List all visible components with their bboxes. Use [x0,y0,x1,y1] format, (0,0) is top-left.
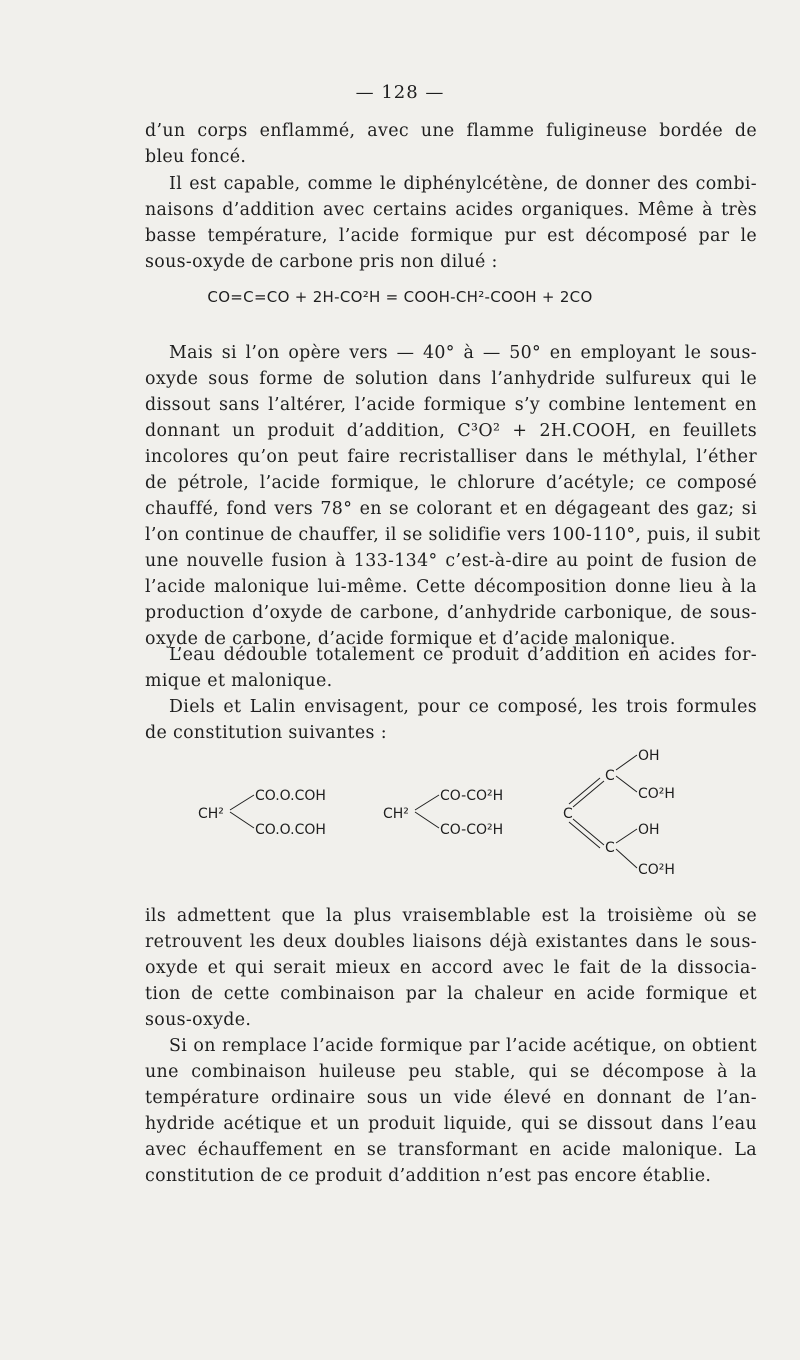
double-bond-line [569,822,600,848]
text-line: naisons d’addition avec certains acides organiques. Même à très [145,200,757,220]
text-line: ils admettent que la plus vraisemblable est la troisième où se [145,906,757,926]
text-line: avec échauffement en se transformant en acide malonique. La [145,1140,757,1160]
formula-3-lower-oh: OH [638,822,660,838]
formula-2 [383,788,503,838]
text-line: de constitution suivantes : [145,723,387,743]
formula-3-lower-c: C [605,840,615,856]
bond-line [230,795,254,810]
text-line: Diels et Lalin envisagent, pour ce composé, les trois formules [169,697,757,717]
text-line: hydride acétique et un produit liquide, qui se dissout dans l’eau [145,1114,757,1134]
bond-line [415,812,439,828]
bond-line [230,812,254,828]
formula-3-center: C [563,806,573,822]
text-line: Mais si l’on opère vers — 40° à — 50° en employant le sous- [169,343,757,363]
text-line: retrouvent les deux doubles liaisons déjà existantes dans le sous- [145,932,757,952]
formula-3-upper-c: C [605,768,615,784]
paragraph-2 [145,171,757,275]
formula-1 [198,788,326,838]
formula-1-center: CH² [198,806,224,822]
reaction-equation: CO=C=CO + 2H-CO²H = COOH-CH²-COOH + 2CO [207,288,593,306]
text-line: incolores qu’on peut faire recristalliser dans le méthylal, l’éther [145,447,757,467]
text-line: d’un corps enflammé, avec une flamme fuligineuse bordée de [145,121,757,141]
text-line: température ordinaire sous un vide élevé en donnant de l’an- [145,1088,757,1108]
text-line: Il est capable, comme le diphénylcétène, de donner des combi- [169,174,757,194]
text-line: une combinaison huileuse peu stable, qui se décompose à la [145,1062,757,1082]
text-line: une nouvelle fusion à 133-134° c’est-à-dire au point de fusion de [145,551,757,571]
paragraph-3 [145,340,761,652]
bond-line [415,795,439,810]
text-line: oxyde et qui serait mieux en accord avec le fait de la dissocia- [145,958,757,978]
formula-3-upper-oh: OH [638,748,660,764]
formula-2-bottom: CO-CO²H [440,822,504,838]
text-line: production d’oxyde de carbone, d’anhydride carbonique, de sous- [145,603,757,623]
formula-2-top: CO-CO²H [440,788,504,804]
text-line: tion de cette combinaison par la chaleur en acide formique et [145,984,757,1004]
formula-1-bottom: CO.O.COH [255,822,326,838]
text-line: L’eau dédouble totalement ce produit d’addition en acides for- [169,645,757,665]
text-line: constitution de ce produit d’addition n’est pas encore établie. [145,1166,712,1186]
bond-line [616,755,637,770]
paragraph-1 [145,118,757,170]
double-bond-line [569,778,600,804]
text-line: l’on continue de chauffer, il se solidifie vers 100-110°, puis, il subit [145,525,761,545]
text-line: oxyde de carbone, d’acide formique et d’acide malonique. [145,629,676,649]
paragraph-4 [145,642,757,694]
paragraph-5 [145,694,757,746]
formula-3-lower-acid: CO²H [638,862,675,878]
formula-2-center: CH² [383,806,409,822]
text-line: l’acide malonique lui-même. Cette décomposition donne lieu à la [145,577,757,597]
text-line: mique et malonique. [145,671,333,691]
paragraph-6 [145,903,757,1033]
formula-diagram [150,740,750,890]
text-line: chauffé, fond vers 78° en se colorant et en dégageant des gaz; si [145,499,757,519]
double-bond-line [573,819,604,845]
text-line: donnant un produit d’addition, C³O² + 2H.COOH, en feuillets [145,421,757,441]
bond-line [616,849,637,868]
text-line: basse température, l’acide formique pur est décomposé par le [145,226,757,246]
text-line: sous-oxyde de carbone pris non dilué : [145,252,498,272]
text-line: sous-oxyde. [145,1010,252,1030]
double-bond-line [573,781,604,807]
text-line: Si on remplace l’acide formique par l’acide acétique, on obtient [169,1036,757,1056]
formula-3 [563,748,675,878]
text-line: dissout sans l’altérer, l’acide formique s’y combine lentement en [145,395,757,415]
text-line: bleu foncé. [145,147,247,167]
text-line: de pétrole, l’acide formique, le chlorure d’acétyle; ce composé [145,473,757,493]
bond-line [616,829,637,843]
text-line: oxyde sous forme de solution dans l’anhydride sulfureux qui le [145,369,757,389]
page-number: — 128 — [355,82,445,103]
formula-3-upper-acid: CO²H [638,786,675,802]
formula-1-top: CO.O.COH [255,788,326,804]
constitution-formulas [150,740,750,890]
paragraph-7 [145,1033,757,1189]
bond-line [616,776,637,792]
